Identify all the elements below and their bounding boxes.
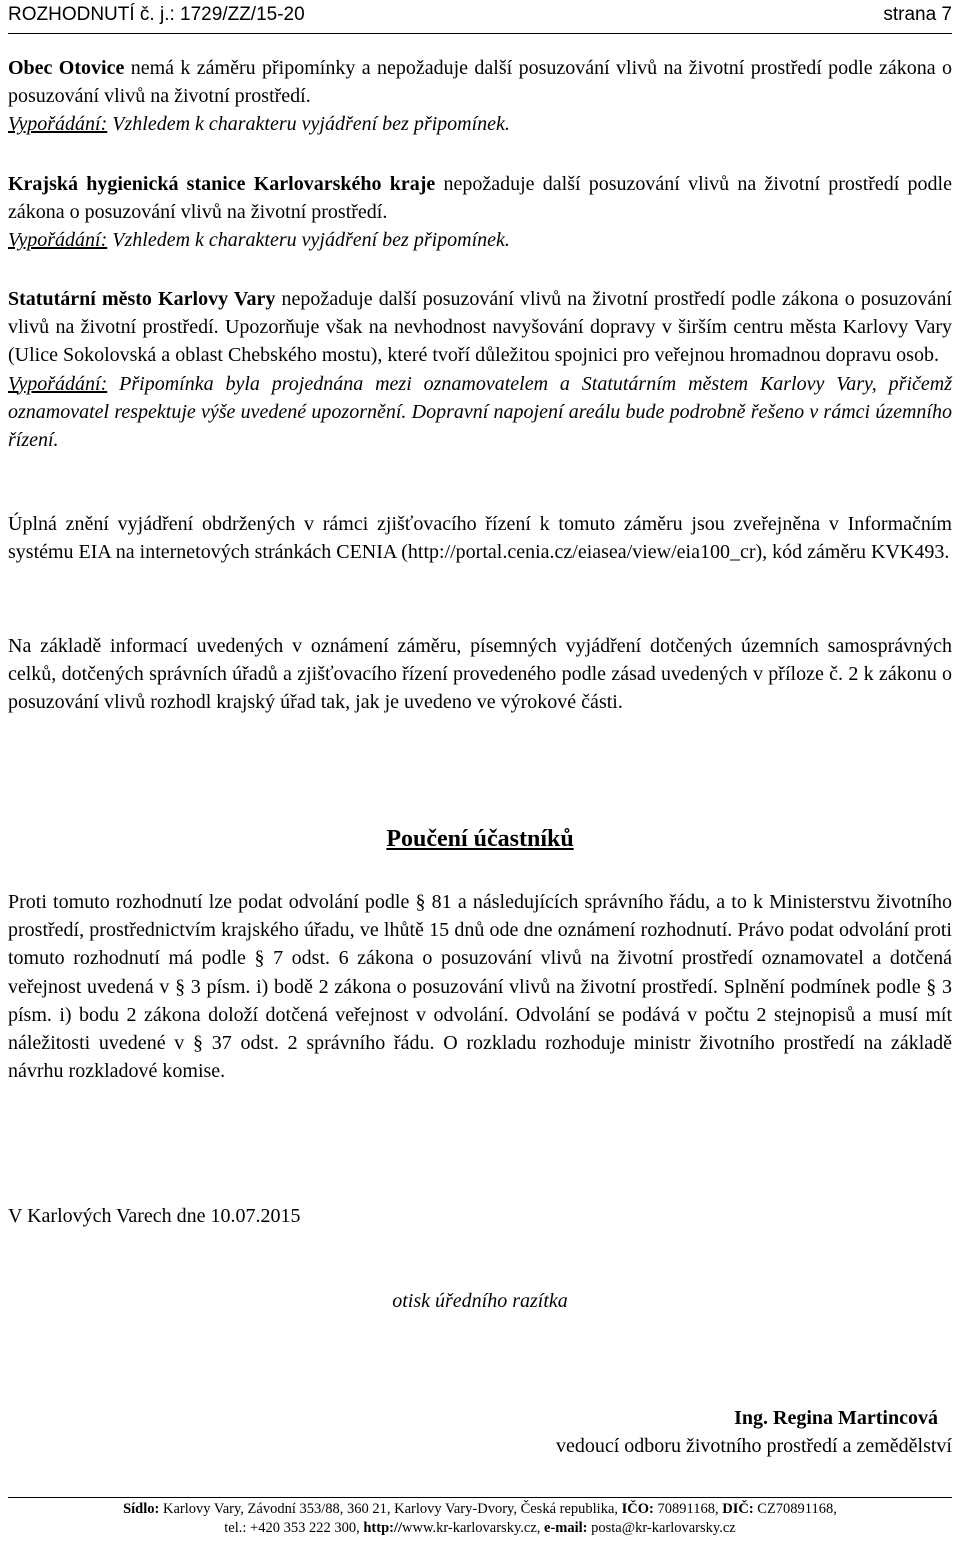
appeal-text: Proti tomuto rozhodnutí lze podat odvolání podle § 81 a následujících správního řádu, a to k Ministerstvu životního prostředí, prostřednictvím krajského úřadu, ve lhůtě 15 dnů ode dne oznámení rozhodnutí. Právo podat odvolání proti tomuto rozhodnutí má podle § 7 odst. 6 zákona o posuzování vlivů na životní prostředí oznamovatel a dotčená veřejnost uvedená v § 3 písm. i) bodě 2 zákona o posuzování vlivů na životní prostředí. Splnění podmínek podle § 3 písm. i) bodu 2 zákona doloží dotčená veřejnost v odvolání. Odvolání se podává v počtu 2 stejnopisů a musí mít náležitosti uvedené v § 37 odst. 2 správního řádu. O rozkladu rozhoduje ministr životního prostředí na základě návrhu rozkladové komise.: [8, 891, 952, 1083]
comment-text: nepožaduje další posuzování vlivů na životní prostředí podle zákona o posuzování vlivů na životní prostředí. Upozorňuje však na nevhodnost navyšování dopravy v širším centru města Karlovy Vary (Ulice Sokolovská a oblast Chebského mostu), které tvoří důležitou spojnici pro veřejnou hromadnou dopravu osob.: [8, 288, 952, 367]
page-footer: [0, 1500, 960, 1538]
section-title: Poučení účastníků: [386, 826, 574, 852]
signer-name: Ing. Regina Martincová: [734, 1407, 938, 1429]
decision-reference: ROZHODNUTÍ č. j.: 1729/ZZ/15-20: [8, 4, 305, 25]
resolution-label: Vypořádání:: [8, 372, 108, 395]
commenter-name: Krajská hygienická stanice Karlovarského kraje: [8, 173, 436, 195]
page-header: [8, 2, 952, 30]
resolution-label: Vypořádání:: [8, 229, 108, 252]
place-date: V Karlových Varech dne 10.07.2015: [8, 1205, 301, 1227]
signature-block: [556, 1404, 952, 1460]
commenter-name: Statutární město Karlovy Vary: [8, 288, 276, 310]
header-divider: [8, 33, 952, 34]
publication-text: Úplná znění vyjádření obdržených v rámci zjišťovacího řízení k tomuto záměru jsou zveřejněna v Informačním systému EIA na internetových stránkách CENIA (http://portal.cenia.cz/eiasea/view/eia100_cr), kód záměru KVK493.: [8, 513, 952, 564]
basis-paragraph: [8, 632, 952, 717]
resolution-text: Připomínka byla projednána mezi oznamovatelem a Statutárním městem Karlovy Vary, přičemž oznamovatel respektuje výše uvedené upozornění. Dopravní napojení areálu bude podrobně řešeno v rámci územního řízení.: [8, 372, 952, 452]
comment-karlovy-vary: [8, 285, 952, 454]
page-number: strana 7: [883, 4, 952, 25]
appeal-instructions: [8, 888, 952, 1085]
signer-role: vedoucí odboru životního prostředí a zemědělství: [555, 1435, 952, 1457]
comment-text: nemá k záměru připomínky a nepožaduje další posuzování vlivů na životní prostředí podle zákona o posuzování vlivů na životní prostředí.: [8, 57, 952, 108]
resolution-text: Vzhledem k charakteru vyjádření bez připomínek.: [107, 229, 510, 252]
footer-address-line: Sídlo: Karlovy Vary, Závodní 353/88, 360 21, Karlovy Vary-Dvory, Česká republika, IČO: 70891168, DIČ: CZ70891168,: [123, 1501, 837, 1517]
basis-text: Na základě informací uvedených v oznámení záměru, písemných vyjádření dotčených územních samosprávných celků, dotčených správních úřadů a zjišťovacího řízení provedeného podle zásad uvedených v příloze č. 2 k zákonu o posuzování vlivů rozhodl krajský úřad tak, jak je uvedeno ve výrokové části.: [8, 635, 952, 714]
resolution-text: Vzhledem k charakteru vyjádření bez připomínek.: [107, 113, 510, 136]
publication-paragraph: [8, 510, 952, 566]
comment-text: nepožaduje další posuzování vlivů na životní prostředí podle zákona o posuzování vlivů na životní prostředí.: [8, 173, 952, 224]
commenter-name: Obec Otovice: [8, 57, 125, 79]
footer-divider: [8, 1497, 952, 1498]
resolution-label: Vypořádání:: [8, 113, 108, 136]
comment-otovice: [8, 54, 952, 139]
footer-contact-line: tel.: +420 353 222 300, http://www.kr-karlovarsky.cz, e-mail: posta@kr-karlovarsky.cz: [224, 1520, 736, 1536]
comment-hygiene-station: [8, 170, 952, 255]
stamp-placeholder: otisk úředního razítka: [392, 1290, 568, 1312]
